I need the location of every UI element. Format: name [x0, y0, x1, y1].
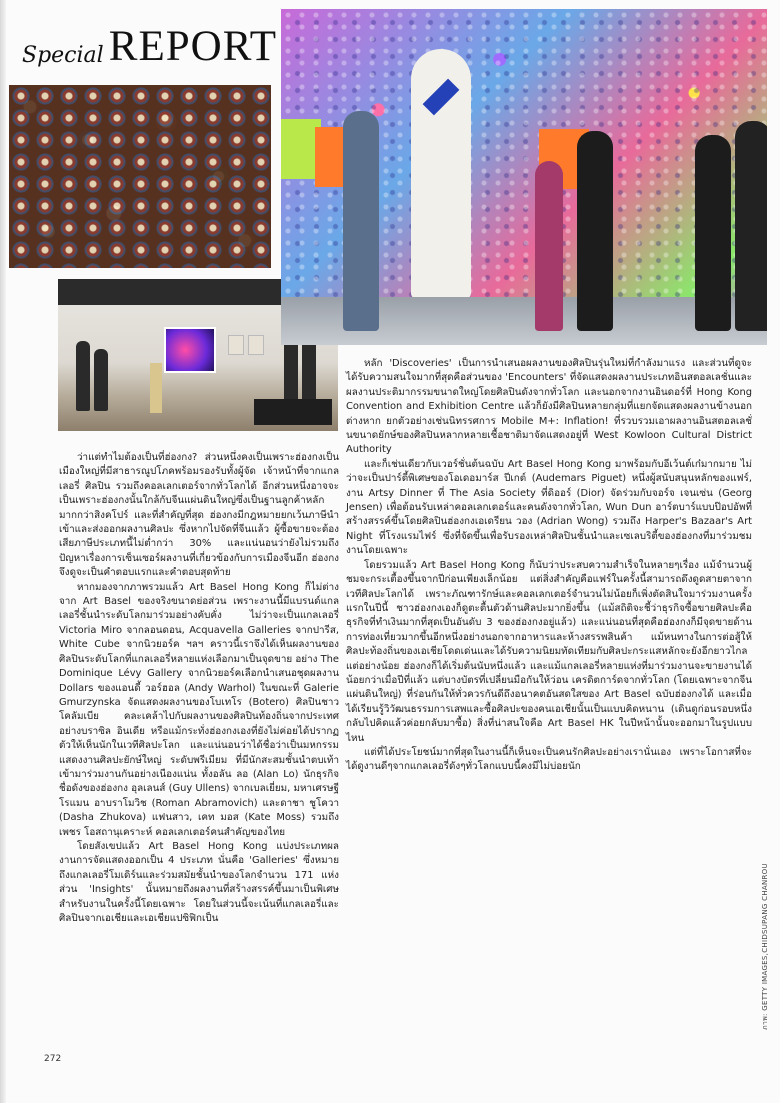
header-special: Special	[22, 43, 104, 68]
gallery-visitor	[94, 349, 108, 411]
spools-photo	[9, 85, 271, 268]
article-column-right	[346, 357, 752, 775]
page-edge-shadow	[0, 0, 6, 1103]
gallery-visitor	[76, 341, 90, 411]
paragraph: โดยสังเขปแล้ว Art Basel Hong Kong แบ่งประเภทผลงานการจัดแสดงออกเป็น 4 ประเภท นั่นคือ 'Galleries' ซึ่งหมายถึงแกลเลอรี่โมเดิร์นและร่วมสมัยชั้นนำของโลกจำนวน 171 แห่ง ส่วน 'Insights' นั้นหมายถึงผลงานที่สร้างสรรค์ขึ้นมาเป็นพิเศษสำหรับงานในครั้งนี้โดยเฉพาะ โดยในส่วนนี้จะเน้นที่แกลเลอรี่และศิลปินจากเอเชียและเอเชียแปซิฟิกเป็น	[59, 840, 339, 924]
article-column-left	[59, 451, 339, 926]
fair-visitor	[343, 111, 379, 331]
gallery-desk	[254, 399, 332, 425]
photo-credit	[760, 780, 770, 1030]
photo-credit-text: ภาพ: GETTY IMAGES,CHIDSUPANG CHANROU	[761, 863, 769, 1030]
paragraph: แต่ที่ได้ประโยชน์มากที่สุดในงานนี้ก็เห็นจะเป็นคนรักศิลปะอย่างเรานั่นเอง เพราะโอกาสที่จะได้ดูงานดีๆจากแกลเลอรี่ดังๆทั่วโลกแบบนี้คงมีไม่บ่อยนัก	[346, 746, 752, 773]
fair-visitor	[577, 131, 613, 331]
section-header	[22, 23, 278, 76]
gallery-frame	[248, 335, 264, 355]
paragraph: ว่าแต่ทำไมต้องเป็นที่ฮ่องกง? ส่วนหนึ่งคงเป็นเพราะฮ่องกงเป็นเมืองใหญ่ที่มีสาธารณูปโภคพร้อมรองรับทั้งผู้จัด เจ้าหน้าที่จากแกลเลอรี่ ศิลปิน รวมถึงคอลเลกเตอร์จากทั่วโลกได้ อีกส่วนหนึ่งอาจจะเป็นเพราะฮ่องกงนั้นใกล้กับจีนแผ่นดินใหญ่ซึ่งเป็นฐานลูกค้าหลักมากกว่าสิงคโปร์ และที่สำคัญที่สุด ฮ่องกงมีกฎหมายยกเว้นภาษีนำเข้าและส่งออกผลงานศิลปะ ซึ่งหากไปจัดที่จีนแล้ว ผู้ซื้อขายจะต้องเสียภาษีประเภทนี้ไม่ต่ำกว่า 30% และแน่นอนว่ายังไม่รวมถึงปัญหาเรื่องการเซ็นเซอร์ผลงานที่เกี่ยวข้องกับการเมืองจีนอีก ฮ่องกงจึงดูจะเป็นคำตอบแรกและคำตอบสุดท้าย	[59, 452, 339, 579]
paragraph: และก็เช่นเดียวกับเวอร์ชั่นต้นฉบับ Art Basel Hong Kong มาพร้อมกับอีเว้นต์เก๋มากมาย ไม่ว่าจะเป็นปาร์ตี้พิเศษของโอเดอมาร์ส ปีเกต์ (Audemars Piguet) หนึ่งผู้สนับสนุนหลักของแฟร์, งาน Artsy Dinner ที่ The Asia Society ที่ดิออร์ (Dior) จัดร่วมกับจอร์จ เจนเซ่น (Georg Jensen) เพื่อต้อนรับเหล่าคอลเลกเตอร์และคนดังจากทั่วโลก, Wun Dun อาร์ตบาร์แบบป๊อปอัพที่สร้างสรรค์ขึ้นโดยศิลปินฮ่องกงเอเดรียน วอง (Adrian Wong) รวมถึง Harper's Bazaar's Art Night ที่โรงแรมไฟร์ ซึ่งที่จัดขึ้นเพื่อรับรองเหล่าศิลปินชั้นนำและเซเลบริตี้ของฮ่องกงที่มาร่วมชมงานโดยเฉพาะ	[346, 458, 752, 557]
fair-photo	[281, 9, 767, 345]
fair-sculpture	[411, 49, 471, 299]
paragraph: หากมองจากภาพรวมแล้ว Art Basel Hong Kong ก็ไม่ต่างจาก Art Basel ของจริงขนาดย่อส่วน เพราะงานนี้มีแบรนด์แกลเลอรี่ชั้นนำระดับโลกมาร่วมอย่างคับคั่ง ไม่ว่าจะเป็นแกลเลอรี่ Victoria Miro จากลอนดอน, Acquavella Galleries จากปารีส, White Cube จากนิวยอร์ค ฯลฯ คราวนี้เราจึงได้เห็นผลงานของศิลปินระดับโลกที่แกลเลอรี่หลายแห่งเลือกมาเป็นจุดขาย อย่าง The Dominique Lévy Gallery จากนิวยอร์คเลือกนำเสนอชุดผลงาน Dollars ของแอนดี้ วอร์ฮอล (Andy Warhol) ในขณะที่ Galerie Gmurzynska จัดแสดงผลงานของโบเทโร (Botero) ศิลปินชาวโคลัมเบีย คละเคล้าไปกับผลงานของศิลปินท้องถิ่นจากประเทศอย่างบราซิล อินเดีย หรือแม้กระทั่งฮ่องกงเองที่ยังไม่ค่อยได้ปรากฏตัวให้เห็นนักในเวทีศิลปะโลก และแน่นอนว่าได้ชื่อว่าเป็นมหกรรมแสดงงานศิลปะยักษ์ใหญ่ ระดับพรีเมียม ที่มีนักสะสมชั้นนำตบเท้าเข้ามาร่วมงานกันอย่างเนืองแน่น ทั้งอลัน ลอ (Alan Lo) นักธุรกิจชื่อดังของฮ่องกง อุลเลนส์ (Guy Ullens) จากเบลเยี่ยม, มหาเศรษฐี โรแมน อาบราโมวิช (Roman Abramovich) และดาชา ชูโควา (Dasha Zhukova) แฟนสาว, เคท มอส (Kate Moss) รวมถึงเพชร โอสถานุเคราะห์ คอลเลกเตอร์คนสำคัญของไทย	[59, 581, 339, 838]
gallery-frame	[228, 335, 244, 355]
paragraph: หลัก 'Discoveries' เป็นการนำเสนอผลงานของศิลปินรุ่นใหม่ที่กำลังมาแรง และส่วนที่ดูจะได้รับความสนใจมากที่สุดคือส่วนของ 'Encounters' ที่จัดแสดงผลงานประเภทอินสตอลเลชั่นและผลงานประติมากรรมขนาดใหญ่โดยศิลปินดังจากทั่วโลก และนอกจากงานอินดอร์ที่ Hong Kong Convention and Exhibition Centre แล้วก็ยังมีศิลปินหลายกลุ่มที่แยกจัดแสดงผลงานข้างนอกต่างหาก ยกตัวอย่างเช่นนิทรรศการ Mobile M+: Inflation! ที่รวบรวมเอาผลงานอินสตอลเลชั่นขนาดยักษ์ของศิลปินหลากหลายเชื้อชาติมาจัดแสดงอยู่ที่ West Kowloon Cultural District Authority	[346, 358, 752, 456]
gallery-plinth	[150, 363, 162, 413]
page-number: 272	[44, 1054, 62, 1064]
paragraph: โดยรวมแล้ว Art Basel Hong Kong ก็นับว่าประสบความสำเร็จในหลายๆเรื่อง แม้จำนวนผู้ชมจะกระเตื้องขึ้นจากปีก่อนเพียงเล็กน้อย แต่สิ่งสำคัญคือแฟร์ในครั้งนี้สามารถดึงดูดสายตาจากเวทีศิลปะโลกได้ เพราะภัณฑารักษ์และคอลเลกเตอร์จำนวนไม่น้อยก็เพิ่งตัดสินใจมาร่วมงานครั้งแรกในปีนี้ ชาวฮ่องกงเองก็ดูตะตื้นตัวด้านศิลปะมากยิ่งขึ้น (แม้สถิติจะชี้ว่าธุรกิจซื้อขายศิลปะคือธุรกิจที่ทำเงินมากที่สุดเป็นอันดับ 3 ของฮ่องกงอยู่แล้ว) และแน่นอนที่สุดคือฮ่องกงก็มีจุดขายด้านการท่องเที่ยวมากขึ้นอีกหนึ่งอย่างนอกจากอาหารและห้างสรรพสินค้า แม้หนทางในการต่อสู้ให้ศิลปะท้องถิ่นของเอเชียโดดเด่นและได้รับความนิยมทัดเทียมกับศิลปะกระแสหลักจะยังอีกยาวไกล แต่อย่างน้อย ฮ่องกงก็ได้เริ่มต้นนับหนึ่งแล้ว และแม้แกลเลอรี่หลายแห่งที่มาร่วมงานจะขายงานได้น้อยกว่าเมื่อปีที่แล้ว แต่บางบัตรที่เปลี่ยนมือกันให้ว่อน เครดิตการ์ดจากทั่วโลก (โดยเฉพาะจากจีนแผ่นดินใหญ่) ที่ร่อนกันให้ทั่วควรกันดีถึงอนาคตอันสดใสของ Art Basel ฉบับฮ่องกงได้ และเมื่อได้เรียนรู้วิวัฒนธรรมการเสพและซื้อศิลปะของคนเอเชียนั้นเป็นแบบคิดหนาน (เดินดูก่อนรอบหนึ่ง กลับไปคิดแล้วค่อยกลับมาซื้อ) สิ่งที่น่าสนใจคือ Art Basel HK ในปีหน้านั้นจะออกมาในรูปแบบไหน	[346, 559, 752, 744]
gallery-artwork	[164, 327, 216, 373]
spools-pattern	[9, 85, 271, 268]
fair-visitor	[735, 121, 767, 331]
fair-visitor	[535, 161, 563, 331]
fair-visitor	[695, 135, 731, 331]
header-report: REPORT	[108, 23, 278, 70]
